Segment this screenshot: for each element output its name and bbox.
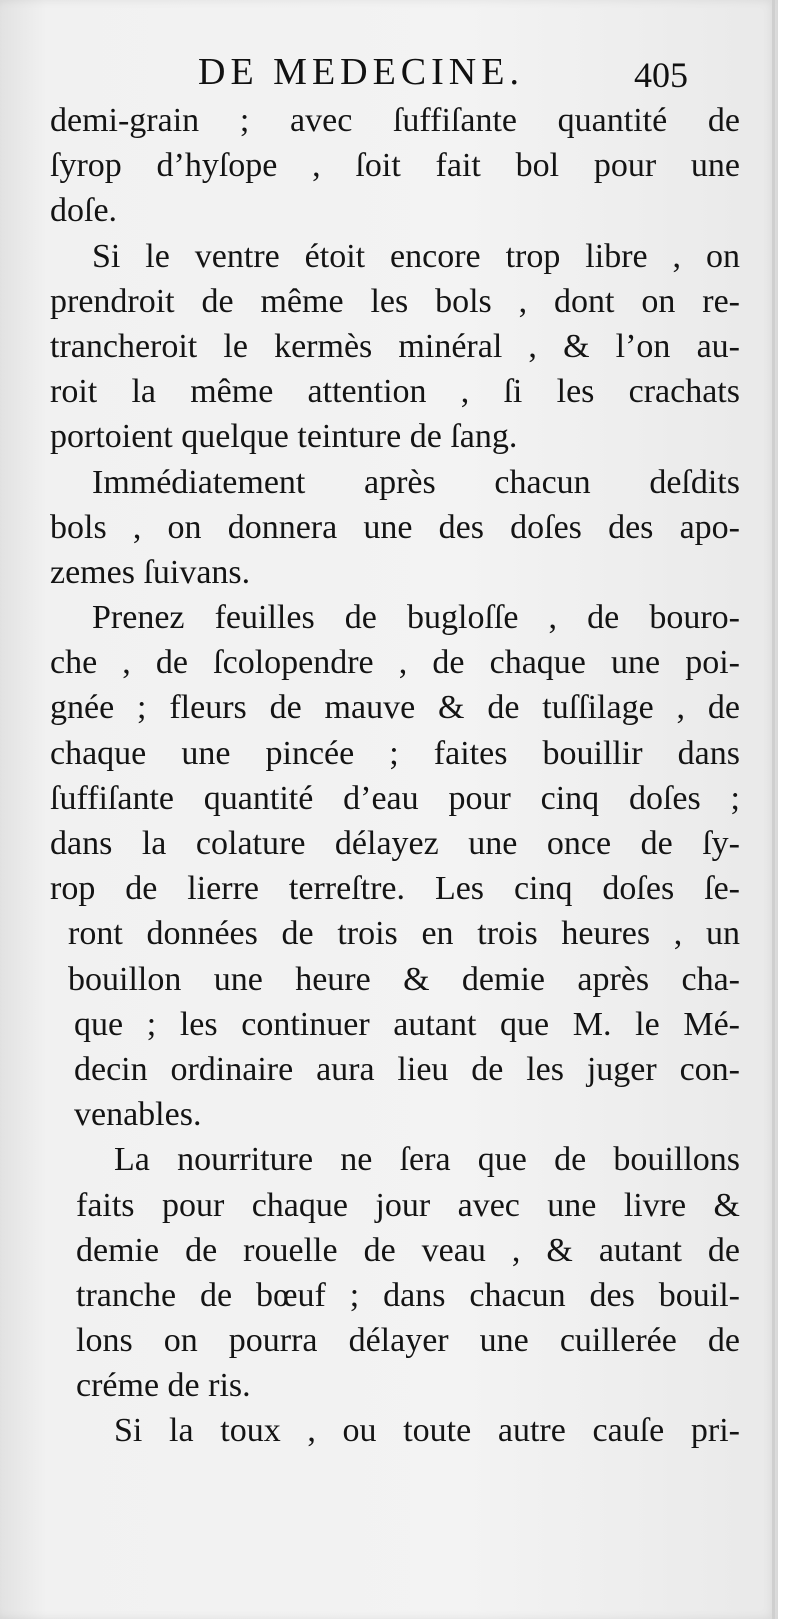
- text-line: gnée ; fleurs de mauve & de tuſſilage , de: [50, 689, 740, 727]
- running-title: DE MEDECINE.: [198, 51, 524, 93]
- text-line: bouillon une heure & demie après cha-: [68, 960, 740, 998]
- text-line: portoient quelque teinture de ſang.: [50, 418, 518, 456]
- text-line: chaque une pincée ; faites bouillir dans: [50, 734, 740, 772]
- text-line: tranche de bœuf ; dans chacun des bouil-: [76, 1276, 740, 1314]
- body-text: [50, 98, 740, 1454]
- text-line: demi-grain ; avec ſuffiſante quantité de: [50, 102, 740, 139]
- text-line: doſe.: [50, 192, 118, 230]
- text-line: Si la toux , ou toute autre cauſe pri-: [114, 1412, 740, 1450]
- text-line: roit la même attention , ſi les crachats: [50, 373, 740, 411]
- text-line: lons on pourra délayer une cuillerée de: [76, 1322, 740, 1360]
- text-line: rop de lierre terreſtre. Les cinq doſes ſe-: [50, 870, 740, 908]
- text-line: trancheroit le kermès minéral , & l’on au-: [50, 327, 740, 365]
- text-line: zemes ſuivans.: [50, 553, 251, 591]
- text-line: che , de ſcolopendre , de chaque une poi-: [50, 644, 740, 682]
- text-line: ſuffiſante quantité d’eau pour cinq doſes ;: [50, 779, 740, 817]
- text-line: ront données de trois en trois heures , un: [68, 915, 740, 953]
- scan-margin: [778, 0, 800, 1619]
- page-edge-shadow: [772, 0, 775, 1619]
- page-number: 405: [634, 55, 688, 95]
- text-line: faits pour chaque jour avec une livre &: [76, 1186, 740, 1224]
- text-line: prendroit de même les bols , dont on re-: [50, 282, 740, 320]
- text-line: Prenez feuilles de bugloſſe , de bouro-: [92, 599, 740, 637]
- text-line: ſyrop d’hyſope , ſoit fait bol pour une: [50, 147, 740, 185]
- text-line: La nourriture ne ſera que de bouillons: [114, 1141, 740, 1179]
- text-line: bols , on donnera une des doſes des apo-: [50, 508, 740, 546]
- text-line: venables.: [74, 1096, 202, 1134]
- text-line: créme de ris.: [76, 1367, 251, 1405]
- text-line: que ; les continuer autant que M. le Mé-: [74, 1005, 740, 1043]
- text-line: demie de rouelle de veau , & autant de: [76, 1231, 740, 1269]
- text-line: Si le ventre étoit encore trop libre , on: [92, 237, 740, 275]
- text-line: dans la colature délayez une once de ſy-: [50, 825, 740, 862]
- text-line: decin ordinaire aura lieu de les juger con-: [74, 1050, 740, 1088]
- text-line: Immédiatement après chacun deſdits: [92, 463, 740, 501]
